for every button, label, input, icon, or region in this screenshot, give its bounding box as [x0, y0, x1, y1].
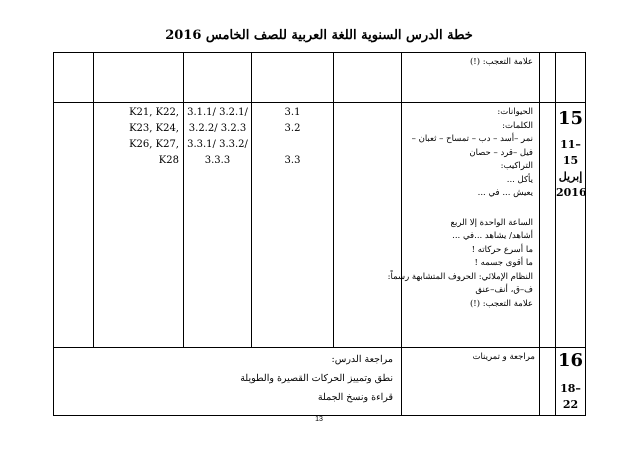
- empty-cell: [540, 348, 556, 416]
- lesson-plan-table: [53, 52, 586, 416]
- empty-cell: [540, 103, 556, 348]
- week-year: 2016: [556, 186, 587, 199]
- number: 3.1: [284, 107, 301, 118]
- content-line: التراكيب:: [500, 161, 533, 171]
- numbers-cell: [252, 103, 334, 348]
- number: [252, 137, 333, 153]
- content-line: علامة التعجب: (!): [469, 298, 533, 309]
- empty-cell: [540, 53, 556, 103]
- week-month: 15 إبريل: [558, 154, 583, 183]
- review-line: مراجعة الدرس:: [331, 354, 393, 365]
- page-number: 13: [315, 416, 323, 423]
- week-number: 16: [557, 350, 584, 371]
- content-line: الحيوانات:: [497, 107, 533, 117]
- content-line: ما أقوى جسمه !: [474, 258, 533, 268]
- content-line: أشاهد/ يشاهد ...في ...: [452, 231, 533, 241]
- k-code: K23, K24,: [129, 123, 179, 134]
- empty-cell: [334, 103, 402, 348]
- standard: 3.1.1/ 3.2.1/: [187, 107, 248, 118]
- review-line: قراءة ونسخ الجملة: [317, 392, 393, 403]
- table-row: [54, 53, 586, 103]
- standard: 3.3.1/ 3.3.2/: [187, 139, 248, 150]
- content-line: ما أسرع حركاته !: [471, 244, 533, 255]
- content-line: يأكل ...: [506, 174, 533, 185]
- number: 3.2: [284, 123, 301, 134]
- standards-cell: [184, 103, 252, 348]
- review-line: نطق وتمييز الحركات القصيرة والطويلة: [240, 373, 393, 384]
- empty-cell: [556, 53, 586, 103]
- empty-cell: [54, 53, 94, 103]
- k-code: K21, K22,: [129, 107, 179, 118]
- content-line: النظام الإملائي: الحروف المتشابهة رسماً:: [387, 271, 533, 282]
- content-line: علامة التعجب: (!): [469, 57, 533, 67]
- page-title: خطة الدرس السنوية اللغة العربية للصف الخامس 2016: [165, 28, 473, 43]
- empty-cell: [252, 53, 334, 103]
- k-code: K28: [158, 155, 179, 166]
- table-row: [54, 103, 586, 348]
- content-line: مراجعة و تمرينات: [472, 352, 535, 362]
- empty-cell: [94, 53, 184, 103]
- empty-cell: [184, 53, 252, 103]
- content-cell: [387, 103, 540, 348]
- week-cell: [556, 348, 586, 416]
- content-line: نمر –أسد – دب – تمساح – ثعبان –: [411, 134, 533, 144]
- k-code: K26, K27,: [129, 139, 179, 150]
- number: 3.3: [284, 155, 301, 166]
- content-line: يعيش ... في ...: [477, 188, 533, 198]
- content-line: الكلمات:: [502, 120, 533, 131]
- content-gap: [406, 201, 533, 217]
- content-cell: [402, 348, 540, 416]
- content-line: فيل –قرد – حصان: [469, 147, 533, 158]
- standard: 3.2.2/ 3.2.3: [188, 123, 247, 134]
- week-number: 15: [557, 108, 584, 129]
- standard: 3.3.3: [204, 155, 231, 166]
- week-range: 18–22: [560, 382, 581, 411]
- content-line: ف–ق، أنف–عنق: [475, 285, 533, 295]
- table-row: [54, 348, 586, 416]
- review-cell: [54, 348, 402, 416]
- week-cell: [556, 103, 586, 348]
- empty-cell: [334, 53, 402, 103]
- content-line: الساعة الواحدة إلا الربع: [450, 217, 533, 228]
- week-range: 11–: [560, 138, 581, 151]
- empty-cell: [54, 103, 94, 348]
- content-cell: [402, 53, 540, 103]
- k-codes-cell: [94, 103, 184, 348]
